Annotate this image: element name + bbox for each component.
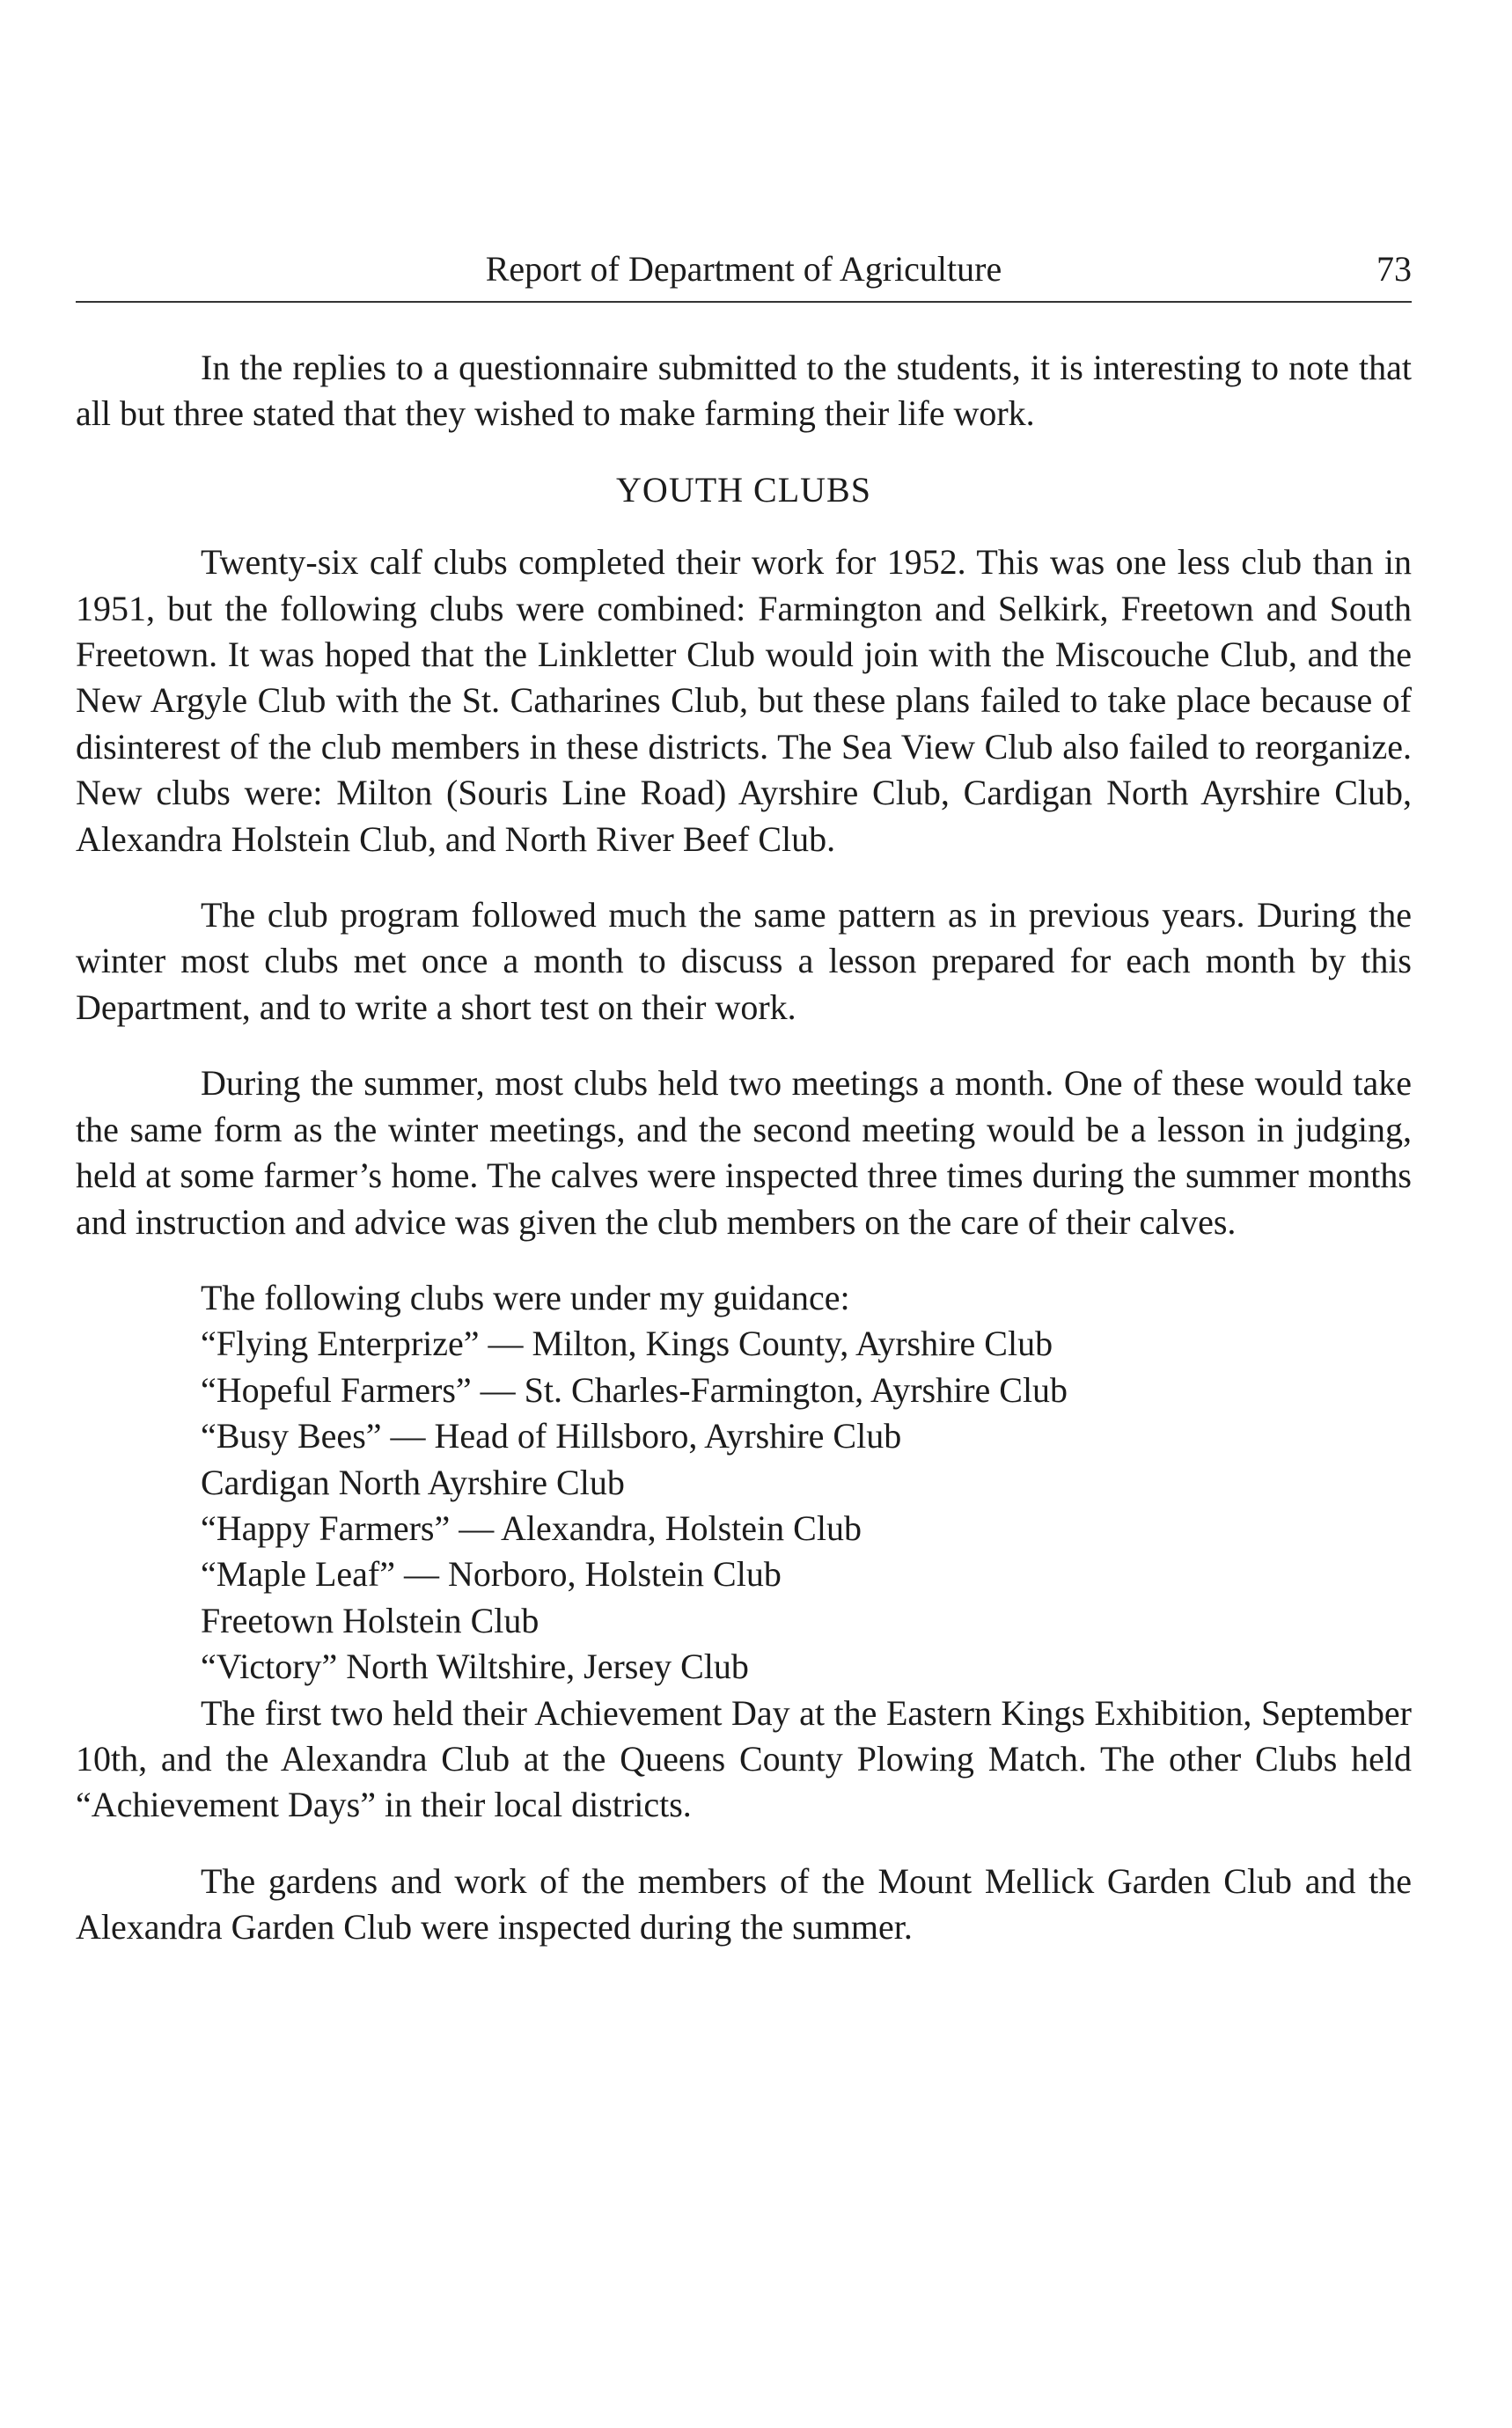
paragraph-club-program: The club program followed much the same pattern as in previous years. During the winter most clubs met once a month to discuss a lesson prepared for each month by this Department, and to write a short test on their work. — [76, 895, 1412, 1027]
header-rule — [76, 301, 1412, 303]
paragraph-achievement-days: The first two held their Achievement Day at the Eastern Kings Exhibition, September 10th, and the Alexandra Club at the Queens County Plowing Match. The other Clubs held “Achievement Days” in their local districts. — [76, 1692, 1412, 1825]
page-number: 73 — [1376, 249, 1412, 289]
running-header — [76, 245, 1412, 294]
guidance-list — [201, 1275, 1412, 1691]
section-heading: YOUTH CLUBS — [616, 469, 871, 510]
guidance-list-intro: The following clubs were under my guidance: — [201, 1277, 850, 1317]
paragraph-garden-clubs: The gardens and work of the members of the Mount Mellick Garden Club and the Alexandra Garden Club were inspected during the summer. — [76, 1860, 1412, 1948]
paragraph-calf-clubs: Twenty-six calf clubs completed their work for 1952. This was one less club than in 1951, but the following clubs were combined: Farmington and Selkirk, Freetown and South Freetown. It was hoped that the Linkletter Club would join with the Miscouche Club, and the New Argyle Club with the St. Catharines Club, but these plans failed to take place because of disinterest of the club members in these districts. The Sea View Club also failed to reorganize. New clubs were: Milton (Souris Line Road) Ayrshire Club, Cardigan North Ayrshire Club, Alexandra Holstein Club, and North River Beef Club. — [76, 542, 1412, 859]
header-title: Report of Department of Agriculture — [485, 249, 1002, 289]
list-item: “Victory” North Wiltshire, Jersey Club — [201, 1647, 749, 1687]
body-text — [76, 345, 1412, 1981]
document-page — [76, 0, 1412, 2428]
list-item: “Hopeful Farmers” — St. Charles-Farmington, Ayrshire Club — [201, 1369, 1068, 1410]
list-item: “Busy Bees” — Head of Hillsboro, Ayrshire Club — [201, 1416, 902, 1456]
paragraph-questionnaire: In the replies to a questionnaire submitted to the students, it is interesting to note that all but three stated that they wished to make farming their life work. — [76, 348, 1412, 434]
list-item: “Maple Leaf” — Norboro, Holstein Club — [201, 1554, 782, 1595]
list-item: Freetown Holstein Club — [201, 1600, 539, 1640]
list-item: “Happy Farmers” — Alexandra, Holstein Club — [201, 1507, 862, 1548]
list-item: “Flying Enterprize” — Milton, Kings County, Ayrshire Club — [201, 1324, 1053, 1364]
list-item: Cardigan North Ayrshire Club — [201, 1462, 625, 1502]
paragraph-summer-meetings: During the summer, most clubs held two meetings a month. One of these would take the same form as the winter meetings, and the second meeting would be a lesson in judging, held at some farmer’s home. The calves were inspected three times during the summer months and instruction and advice was given the club members on the care of their calves. — [76, 1063, 1412, 1242]
